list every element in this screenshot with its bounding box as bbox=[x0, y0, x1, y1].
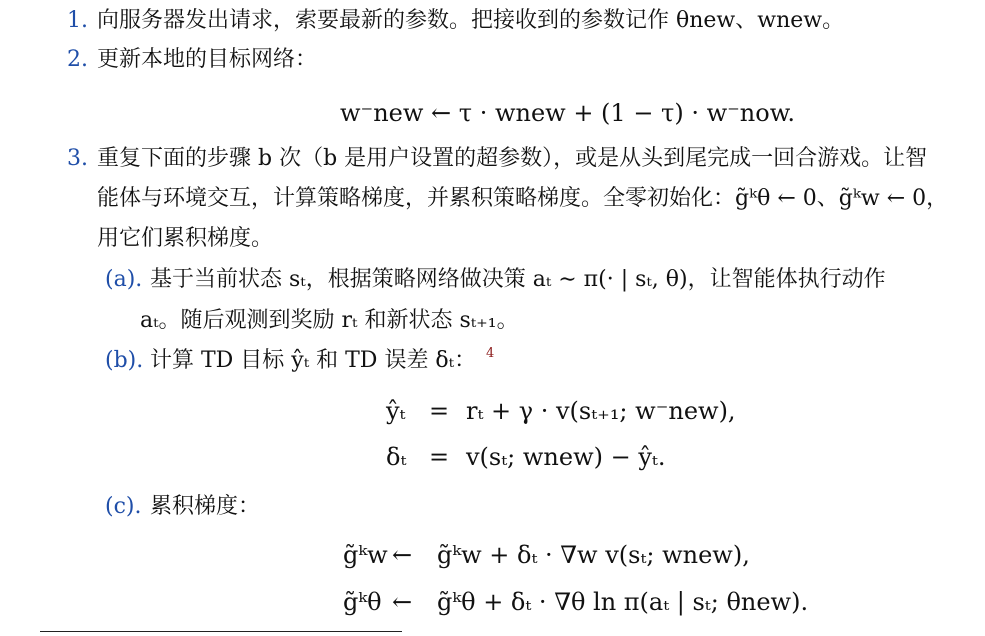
subitem-a-line-2: aₜ。随后观测到奖励 rₜ 和新状态 sₜ₊₁。 bbox=[140, 308, 519, 333]
subitem-c-text: 累积梯度： bbox=[150, 494, 261, 519]
value-gradient-lhs: g̃ᵏw bbox=[343, 541, 388, 569]
td-error-equals: = bbox=[429, 443, 450, 471]
item-2-text: 更新本地的目标网络： bbox=[97, 47, 318, 72]
subitem-b-text: 计算 TD 目标 ŷₜ 和 TD 误差 δₜ： bbox=[150, 348, 477, 373]
td-target-lhs: ŷₜ bbox=[386, 397, 406, 425]
item-3-line-1: 重复下面的步骤 b 次（b 是用户设置的超参数），或是从头到尾完成一回合游戏。让智 bbox=[97, 146, 928, 171]
footnote-rule bbox=[40, 631, 402, 632]
subitem-label-b: (b). bbox=[105, 348, 144, 373]
item-3-line-3: 用它们累积梯度。 bbox=[97, 226, 274, 251]
policy-gradient-arrow: ← bbox=[392, 588, 413, 616]
td-target-rhs: rₜ + γ · v(sₜ₊₁; w⁻new), bbox=[466, 397, 736, 425]
td-error-lhs: δₜ bbox=[386, 443, 407, 471]
subitem-label-a: (a). bbox=[105, 267, 143, 292]
policy-gradient-rhs: g̃ᵏθ + δₜ · ∇θ ln π(aₜ | sₜ; θnew). bbox=[437, 588, 809, 616]
item-number-3: 3. bbox=[67, 146, 88, 171]
policy-gradient-lhs: g̃ᵏθ bbox=[343, 588, 382, 616]
item-3-line-2: 能体与环境交互，计算策略梯度，并累积策略梯度。全零初始化：g̃ᵏθ ← 0、g̃ᵏw ← 0， bbox=[97, 186, 949, 211]
item-1-text: 向服务器发出请求，索要最新的参数。把接收到的参数记作 θnew、wnew。 bbox=[97, 8, 845, 33]
target-network-update-equation: w⁻new ← τ · wnew + (1 − τ) · w⁻now. bbox=[340, 99, 796, 127]
subitem-label-c: (c). bbox=[105, 494, 142, 519]
subitem-a-line-1: 基于当前状态 sₜ，根据策略网络做决策 aₜ ∼ π(· | sₜ, θ)，让智能体执行动作 bbox=[150, 267, 886, 292]
footnote-marker: 4 bbox=[486, 346, 495, 361]
value-gradient-arrow: ← bbox=[392, 541, 413, 569]
td-target-equals: = bbox=[429, 397, 450, 425]
td-error-rhs: v(sₜ; wnew) − ŷₜ. bbox=[466, 443, 666, 471]
item-number-1: 1. bbox=[67, 8, 88, 33]
value-gradient-rhs: g̃ᵏw + δₜ · ∇w v(sₜ; wnew), bbox=[437, 541, 750, 569]
item-number-2: 2. bbox=[67, 47, 88, 72]
